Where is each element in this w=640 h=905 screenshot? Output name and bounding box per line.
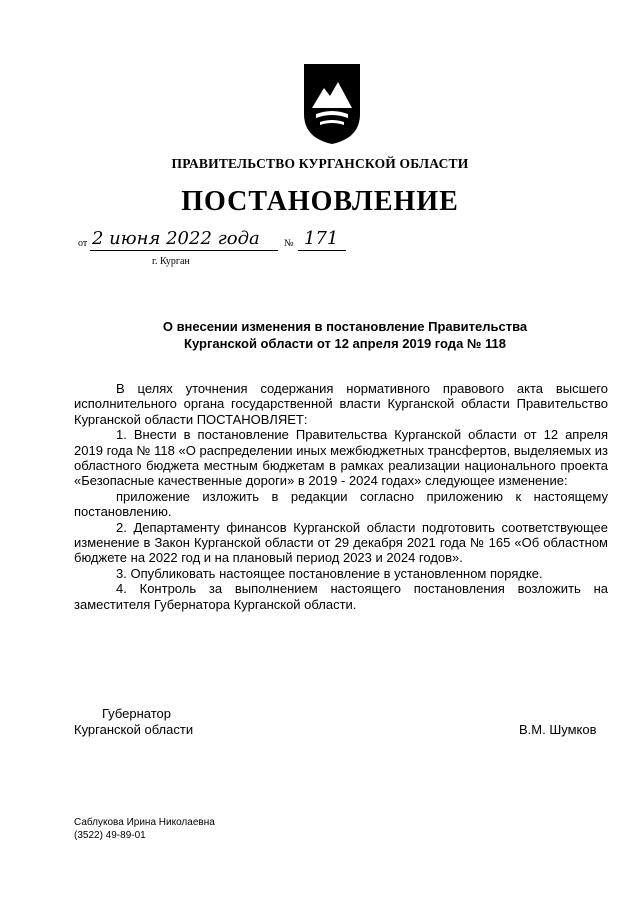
date-underline — [90, 250, 278, 251]
document-body — [74, 381, 608, 612]
signatory-position — [74, 706, 193, 738]
subject-line-1: О внесении изменения в постановление Правительства — [162, 319, 528, 334]
paragraph-item-4: 4. Контроль за выполнением настоящего постановления возложить на заместителя Губернатора Курганской области. — [74, 581, 608, 612]
signatory-name: В.М. Шумков — [519, 722, 597, 737]
executor-info — [74, 816, 215, 842]
document-subject — [74, 318, 616, 352]
paragraph-item-2: 2. Департаменту финансов Курганской области подготовить соответствующее изменение в Закон Курганской области от 29 декабря 2021 года № 165 «Об областном бюджете на 2022 год и на плановый период 2023 и 2024 годов». — [74, 519, 608, 566]
paragraph-item-3: 3. Опубликовать настоящее постановление в установленном порядке. — [116, 565, 543, 581]
city-label: г. Курган — [152, 256, 190, 267]
paragraph-item-1: 1. Внести в постановление Правительства Курганской области от 12 апреля 2019 года № 118 «О распределении иных межбюджетных трансфертов, выделяемых из областного бюджета местным бюджетам в рамках реализации национального проекта «Безопасные качественные дороги» в 2019 - 2024 годах» следующее изменение: — [74, 427, 608, 489]
executor-name: Саблукова Ирина Николаевна — [74, 817, 215, 828]
executor-phone: (3522) 49-89-01 — [74, 830, 146, 841]
handwritten-number: 171 — [304, 228, 339, 249]
government-name: ПРАВИТЕЛЬСТВО КУРГАНСКОЙ ОБЛАСТИ — [171, 156, 469, 171]
document-type-title: ПОСТАНОВЛЕНИЕ — [181, 186, 459, 217]
subject-line-2: Курганской области от 12 апреля 2019 года № 118 — [184, 336, 506, 351]
kurgan-coat-of-arms-icon — [302, 62, 362, 146]
handwritten-date: 2 июня 2022 года — [92, 228, 260, 249]
number-underline — [298, 250, 346, 251]
paragraph-item-1-continuation: приложение изложить в редакции согласно приложению к настоящему постановлению. — [74, 488, 608, 520]
paragraph-preamble: В целях уточнения содержания нормативного правового акта высшего исполнительного органа государственной власти Курганской области Правительство Курганской области ПОСТАНОВЛЯЕТ: — [74, 381, 608, 427]
number-label: № — [284, 238, 294, 249]
signatory-position-line-2: Курганской области — [74, 722, 194, 737]
signatory-position-line-1: Губернатор — [102, 706, 171, 721]
date-from-label: от — [78, 238, 88, 249]
document-date-number — [78, 228, 378, 260]
